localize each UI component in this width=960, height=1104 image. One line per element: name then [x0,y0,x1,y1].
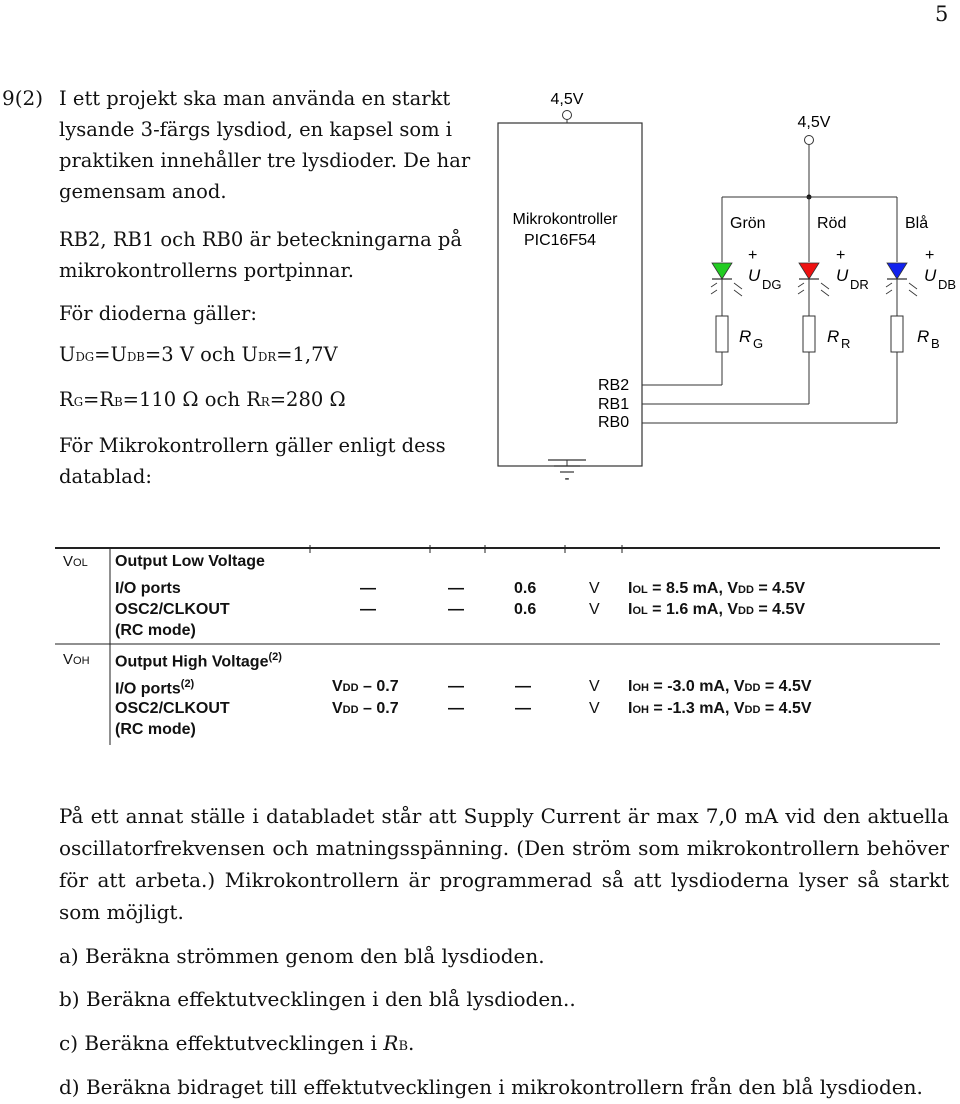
table-row: VOH [63,651,90,668]
datasheet-intro: För Mikrokontrollern gäller enligt dess datablad: [59,434,446,488]
pin-rb0: RB0 [598,414,630,431]
svg-text:R: R [827,327,840,346]
svg-text:B: B [931,336,940,351]
mcu-name: Mikrokontroller [512,211,618,228]
table-row: I/O ports$^{(2)}$ [115,678,195,698]
vcc-terminal-right [805,136,814,145]
svg-text:Blå: Blå [905,215,929,232]
svg-text:+: + [836,247,846,264]
question-c: c) Beräkna effektutvecklingen i RB. [59,1031,415,1055]
svg-text:DR: DR [850,277,869,292]
green-led-icon [712,263,732,279]
resistor-rg [716,316,728,352]
blue-led-icon [887,263,907,279]
voltage-values: UDG=UDB=3 V och UDR=1,7V [59,343,338,366]
red-led-icon [799,263,819,279]
table-row: I/O ports [115,580,181,597]
vcc-terminal-left [563,111,572,120]
table-row: OSC2/CLKOUT [115,700,230,717]
pins-note: RB2, RB1 och RB0 är beteckningarna på mikrokontrollerns portpinnar. [59,228,463,282]
mcu-part: PIC16F54 [523,232,597,249]
question-b: b) Beräkna effektutvecklingen i den blå lysdioden.. [59,987,576,1011]
table-row: (RC mode) [115,721,196,738]
vcc-label-right: 4,5V [797,114,831,131]
table-row: OSC2/CLKOUT [115,601,230,618]
svg-text:R: R [739,327,752,346]
pin-rb2: RB2 [598,377,630,394]
svg-text:U: U [748,266,761,285]
led-branch-blue [642,197,956,423]
vcc-label-left: 4,5V [550,91,584,108]
svg-text:Röd: Röd [817,215,847,232]
resistor-rb [891,316,903,352]
table-row: (RC mode) [115,622,196,639]
resistor-rr [803,316,815,352]
svg-text:G: G [753,336,764,351]
problem-intro: I ett projekt ska man använda en starkt lysande 3-färgs lysdiod, en kapsel som i praktiken innehåller tre lysdioder. De har gemensam anod. [59,87,471,203]
given-heading: För dioderna gäller: [59,302,257,325]
svg-text:+: + [748,247,758,264]
svg-text:R: R [917,327,930,346]
svg-text:R: R [841,336,851,351]
svg-text:DB: DB [938,277,957,292]
question-d: d) Beräkna bidraget till effektutvecklingen i mikrokontrollern från den blå lysdioden. [59,1075,923,1099]
question-a: a) Beräkna strömmen genom den blå lysdioden. [59,944,545,968]
ground-minus: - [564,470,570,487]
circuit-diagram [490,80,960,500]
svg-text:U: U [836,266,849,285]
datasheet-table: VOL Output Low Voltage I/O ports — — 0.6 V IOL = 8.5 mA, VDD = 4.5V OSC2/CLKOUT — — 0.6 V IOL = 1.6 mA, VDD = 4.5V (RC mode) VOH Output High Voltage$^{(2)}$ I/O ports$^{(2)}$ VDD – 0.7 — — V IOH = -3.0 mA, VDD = 4.5V OSC2/CLKOUT VDD – 0.7 — — V IOH = -1.3 mA, VDD = 4.5V (RC mode) [55,545,940,745]
body-paragraph: På ett annat ställe i databladet står att Supply Current är max 7,0 mA vid den aktuella oscillatorfrekvensen och matningsspänning. (Den ström som mikrokontrollern behöver för att arbeta.) Mikrokontrollern är programmerad så att lysdioderna lyser så starkt som möjligt. [59,804,949,924]
resistance-values: RG=RB=110 Ω och RR=280 Ω [59,388,346,411]
svg-text:+: + [925,247,935,264]
svg-text:U: U [924,266,937,285]
led-branch-green [642,197,782,385]
svg-text:DG: DG [762,277,782,292]
table-row: VOL [63,553,88,570]
table-row: Output Low Voltage [115,553,265,570]
page-number: 5 [935,2,949,26]
problem-number: 9(2) [2,86,44,110]
svg-text:Grön: Grön [730,215,766,232]
pin-rb1: RB1 [598,396,630,413]
